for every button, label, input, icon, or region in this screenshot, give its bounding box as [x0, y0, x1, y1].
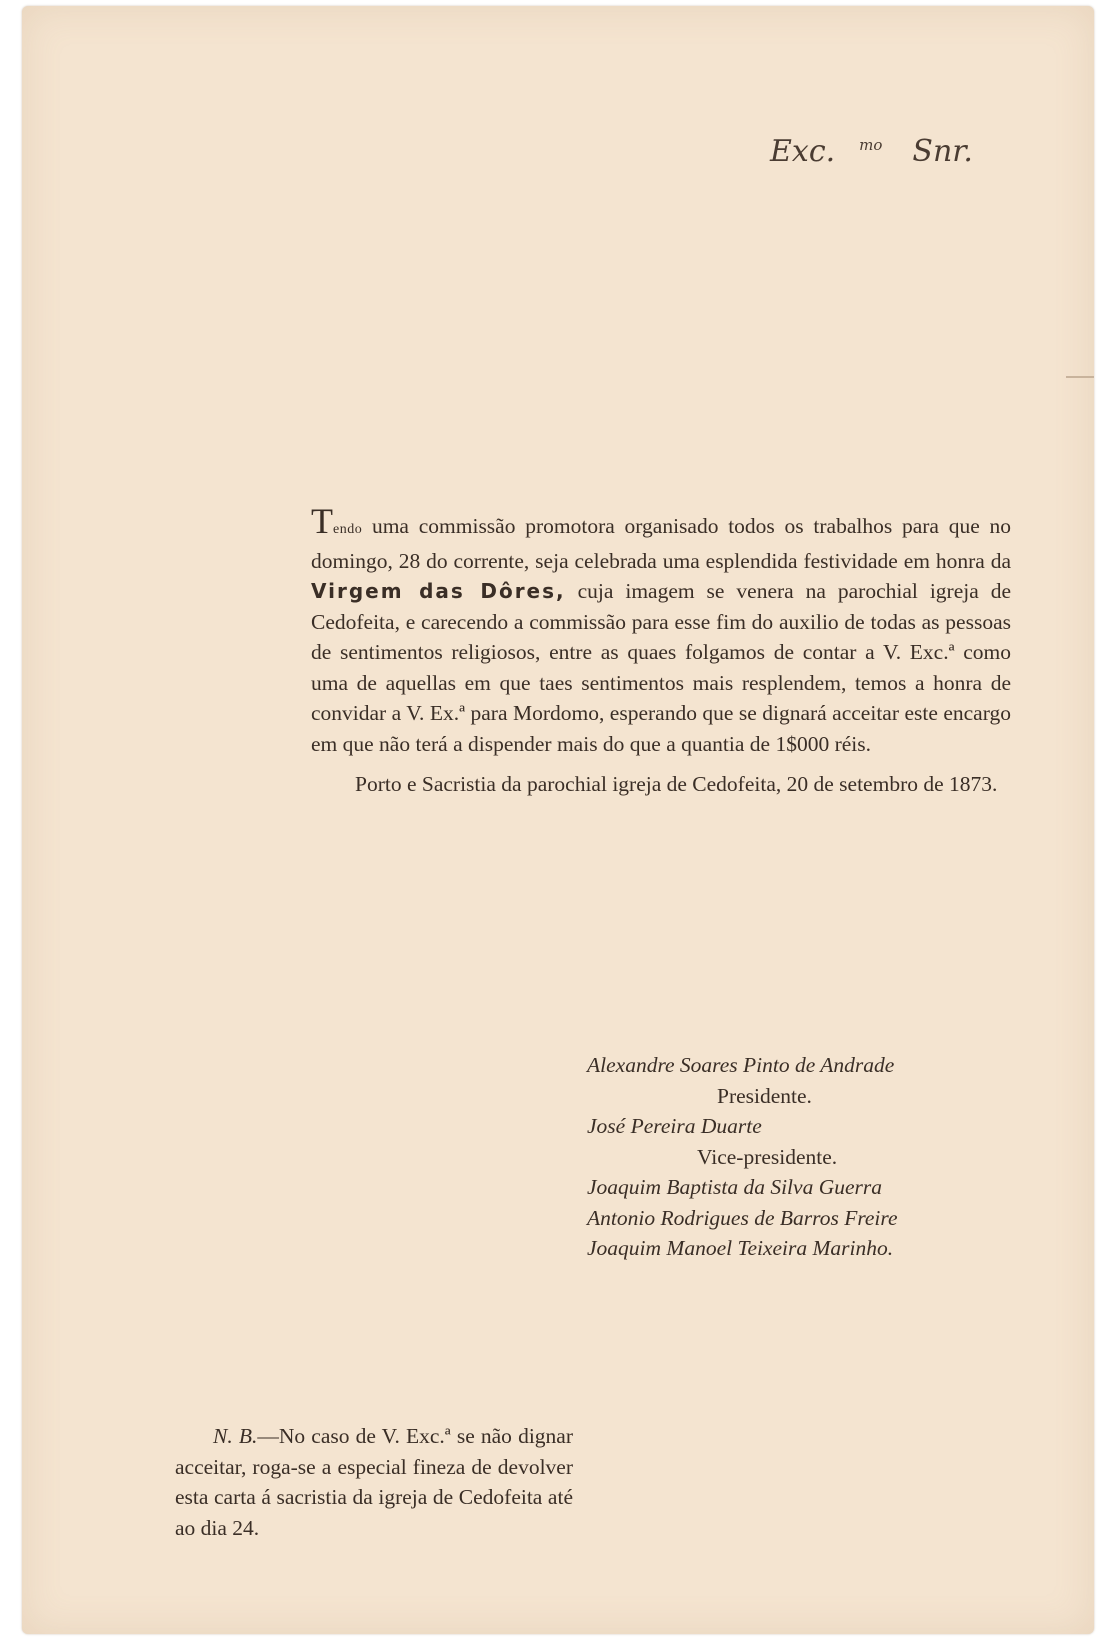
body-text-part1: uma commissão promotora organisado todos os trabalhos para que no domingo, 28 do corrente, seja celebrada uma esplendida festividade em honra da	[311, 514, 1011, 573]
salutation-superscript: mo	[859, 136, 883, 154]
salutation-part2: Snr.	[912, 134, 973, 169]
paper-tear-mark	[1066, 376, 1094, 378]
signatory-name: Joaquim Baptista da Silva Guerra	[587, 1175, 883, 1199]
closing-date-line: Porto e Sacristia da parochial igreja de Cedofeita, 20 de setembro de 1873.	[355, 772, 998, 796]
signatory-name: José Pereira Duarte	[587, 1114, 762, 1138]
signatory-name: Alexandre Soares Pinto de Andrade	[587, 1053, 895, 1077]
signatory-role: Vice-presidente.	[697, 1144, 838, 1169]
body-smallcaps: endo	[333, 522, 363, 537]
body-paragraph	[311, 501, 1012, 759]
letter-body	[311, 501, 1012, 800]
signatory-name: Antonio Rodrigues de Barros Freire	[587, 1205, 898, 1230]
nota-bene-text: —No caso de V. Exc.ª se não dignar acceitar, roga-se a especial fineza de devolver esta carta á sacristia da igreja de Cedofeita até ao dia 24.	[175, 1424, 573, 1540]
body-emphasis: Virgem das Dôres,	[311, 579, 566, 603]
salutation-handwritten	[770, 134, 973, 169]
nota-bene-label: N. B.	[213, 1424, 258, 1448]
nota-bene	[175, 1421, 573, 1543]
signatory-role: Presidente.	[717, 1083, 812, 1108]
signatory-name: Joaquim Manoel Teixeira Marinho.	[587, 1236, 894, 1260]
nota-bene-paragraph	[175, 1421, 573, 1543]
signature-block	[587, 1050, 898, 1264]
salutation-part1: Exc.	[770, 134, 836, 169]
body-text-part2: cuja imagem se venera na parochial igreja de Cedofeita, e carecendo a commissão para esse fim do auxilio de todas as pessoas de sentimentos religiosos, entre as quaes folgamos de contar a V. Exc.ª como uma de aquellas em que taes sentimentos mais resplendem, temos a honra de convidar a V. Ex.ª para Mordomo, esperando que se dignará acceitar este encargo em que não terá a dispender mais do que a quantia de 1$000 réis.	[311, 579, 1012, 756]
letter-page	[22, 6, 1094, 1634]
drop-cap: T	[311, 501, 333, 541]
